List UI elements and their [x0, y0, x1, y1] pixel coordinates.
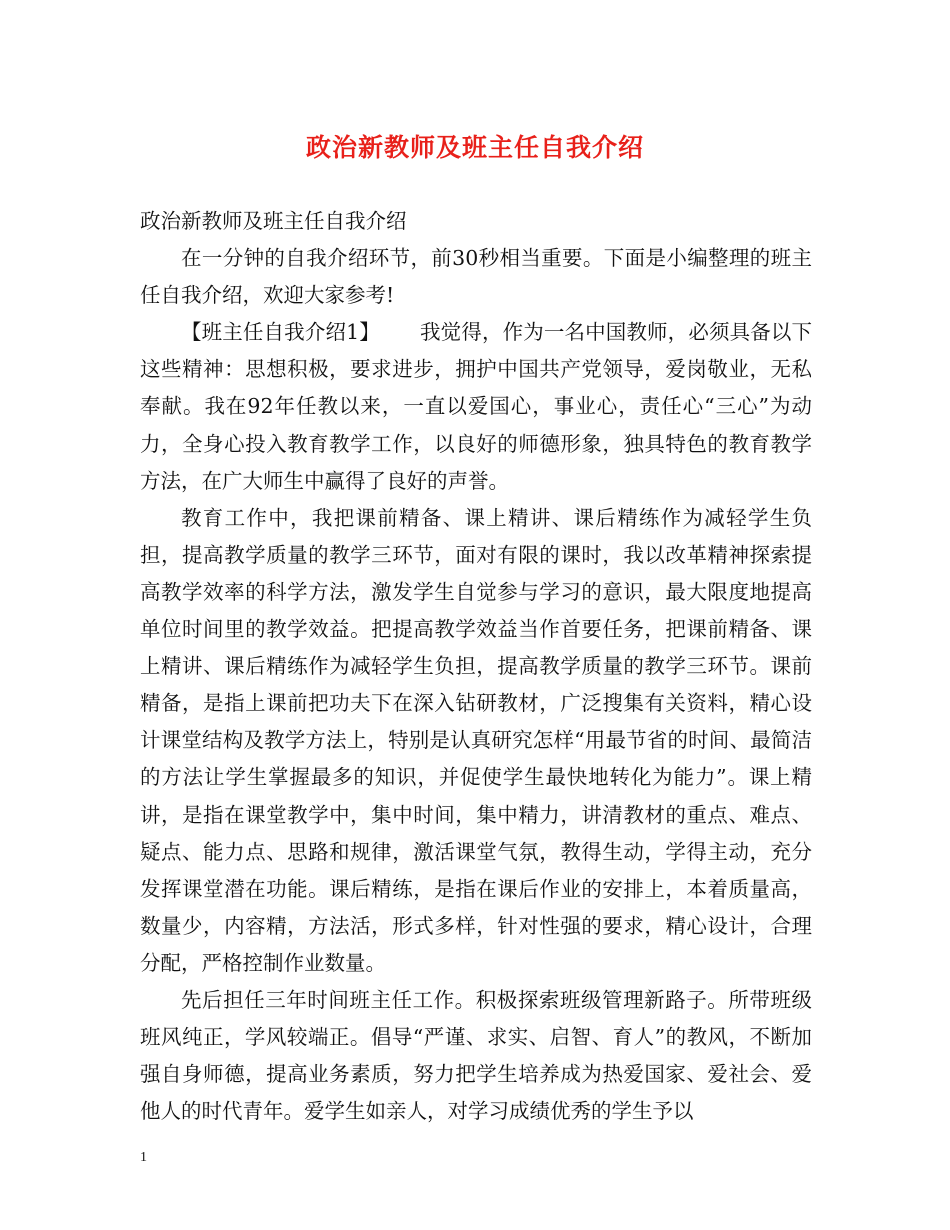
subtitle-paragraph: 政治新教师及班主任自我介绍: [140, 209, 407, 233]
body-paragraph-3: 先后担任三年时间班主任工作。积极探索班级管理新路子。所带班级班风纯正，学风较端正。倡导“严谨、求实、启智、育人”的教风，不断加强自身师德，提高业务素质，努力把学生培养成为热爱国家、爱社会、爱他人的时代青年。爱学生如亲人，对学习成绩优秀的学生予以: [140, 987, 812, 1124]
body-paragraph-2: 教育工作中，我把课前精备、课上精讲、课后精练作为减轻学生负担，提高教学质量的教学三环节，面对有限的课时，我以改革精神探索提高教学效率的科学方法，激发学生自觉参与学习的意识，最大限度地提高单位时间里的教学效益。把提高教学效益当作首要任务，把课前精备、课上精讲、课后精练作为减轻学生负担，提高教学质量的教学三环节。课前精备，是指上课前把功夫下在深入钻研教材，广泛搜集有关资料，精心设计课堂结构及教学方法上，特别是认真研究怎样“用最节省的时间、最简洁的方法让学生掌握最多的知识，并促使学生最快地转化为能力”。课上精讲，是指在课堂教学中，集中时间，集中精力，讲清教材的重点、难点、疑点、能力点、思路和规律，激活课堂气氛，教得生动，学得主动，充分发挥课堂潜在功能。课后精练，是指在课后作业的安排上，本着质量高，数量少，内容精，方法活，形式多样，针对性强的要求，精心设计，合理分配，严格控制作业数量。: [140, 505, 812, 975]
document-body: [140, 203, 812, 1130]
page-number: 1: [140, 1150, 147, 1165]
intro-paragraph: 在一分钟的自我介绍环节，前30秒相当重要。下面是小编整理的班主任自我介绍，欢迎大家参考!: [140, 246, 812, 308]
section1-heading: 【班主任自我介绍1】: [181, 320, 380, 345]
section1-paragraph: [140, 314, 812, 499]
section1-text: 我觉得，作为一名中国教师，必须具备以下这些精神：思想积极，要求进步，拥护中国共产党领导，爱岗敬业，无私奉献。我在92年任教以来，一直以爱国心，事业心，责任心“三心”为动力，全身心投入教育教学工作，以良好的师德形象，独具特色的教育教学方法，在广大师生中赢得了良好的声誉。: [140, 320, 812, 493]
document-title: 政治新教师及班主任自我介绍: [305, 133, 644, 162]
